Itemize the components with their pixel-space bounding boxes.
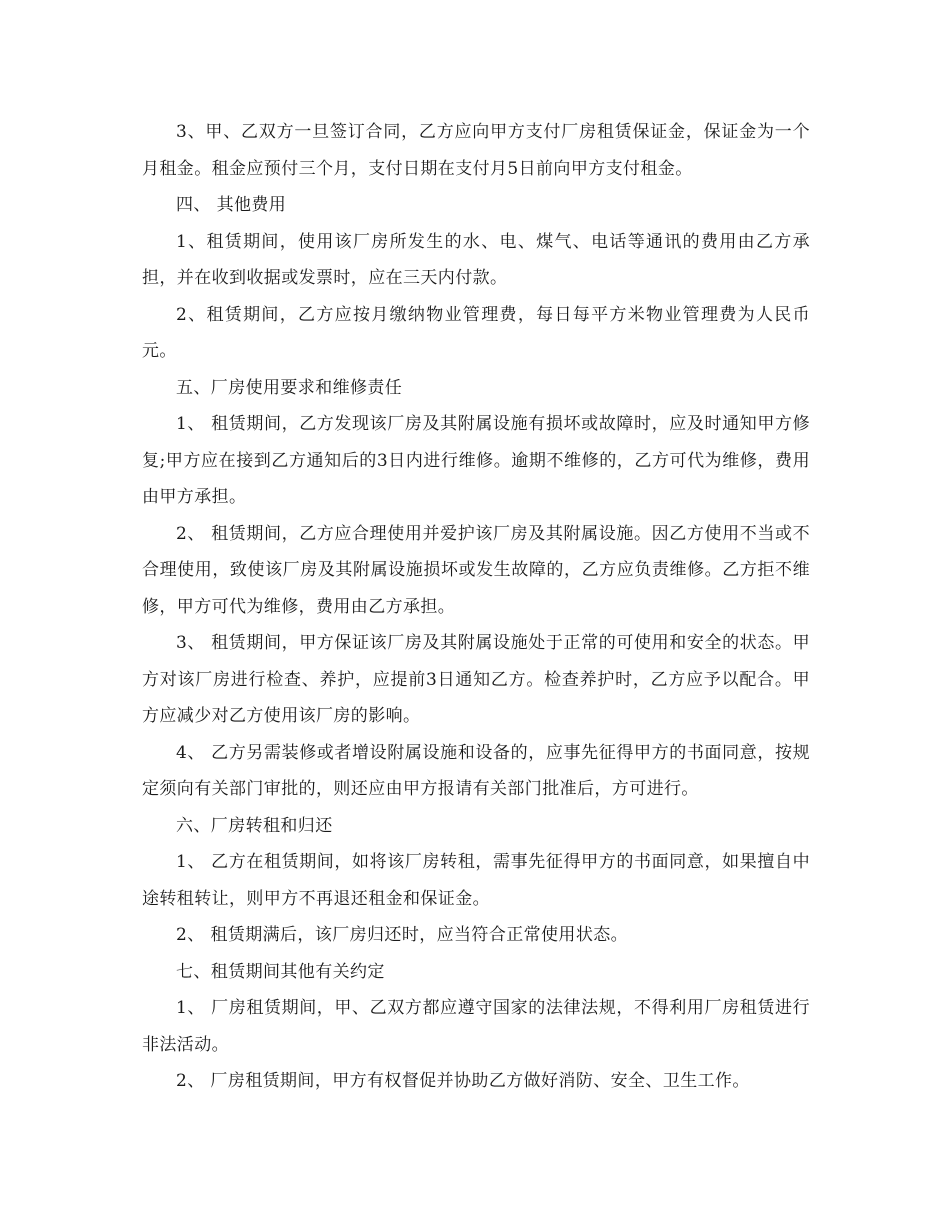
paragraph-agreement-1: 1、 厂房租赁期间，甲、乙双方都应遵守国家的法律法规，不得利用厂房租赁进行非法活动。 xyxy=(142,998,810,1055)
paragraph-maintenance-2: 2、 租赁期间，乙方应合理使用并爱护该厂房及其附属设施。因乙方使用不当或不合理使用，致使该厂房及其附属设施损坏或发生故障的，乙方应负责维修。乙方拒不维修，甲方可代为维修，费用由乙方承担。 xyxy=(142,523,810,617)
section-heading-other-agreements: 七、租赁期间其他有关约定 xyxy=(176,961,385,982)
paragraph-sublease-1: 1、 乙方在租赁期间，如将该厂房转租，需事先征得甲方的书面同意，如果擅自中途转租转让，则甲方不再退还租金和保证金。 xyxy=(142,852,810,909)
paragraph-utility-fees: 1、租赁期间，使用该厂房所发生的水、电、煤气、电话等通讯的费用由乙方承担，并在收到收据或发票时，应在三天内付款。 xyxy=(142,231,810,288)
section-heading-sublease-return: 六、厂房转租和归还 xyxy=(176,815,333,836)
paragraph-deposit: 3、甲、乙双方一旦签订合同，乙方应向甲方支付厂房租赁保证金，保证金为一个月租金。租金应预付三个月，支付日期在支付月5日前向甲方支付租金。 xyxy=(142,122,810,179)
section-heading-other-fees: 四、 其他费用 xyxy=(176,195,287,215)
paragraph-maintenance-3: 3、 租赁期间，甲方保证该厂房及其附属设施处于正常的可使用和安全的状态。甲方对该厂房进行检查、养护，应提前3日通知乙方。检查养护时，乙方应予以配合。甲方应减少对乙方使用该厂房的影响。 xyxy=(142,633,810,726)
paragraph-maintenance-1: 1、 租赁期间，乙方发现该厂房及其附属设施有损坏或故障时，应及时通知甲方修复;甲方应在接到乙方通知后的3日内进行维修。逾期不维修的，乙方可代为维修，费用由甲方承担。 xyxy=(142,414,810,507)
paragraph-maintenance-4: 4、 乙方另需装修或者增设附属设施和设备的，应事先征得甲方的书面同意，按规定须向有关部门审批的，则还应由甲方报请有关部门批准后，方可进行。 xyxy=(142,742,810,799)
paragraph-property-fees: 2、租赁期间，乙方应按月缴纳物业管理费，每日每平方米物业管理费为人民币 元。 xyxy=(142,304,810,361)
section-heading-usage-maintenance: 五、厂房使用要求和维修责任 xyxy=(176,377,403,398)
document-body xyxy=(142,114,810,1100)
paragraph-sublease-2: 2、 租赁期满后，该厂房归还时，应当符合正常使用状态。 xyxy=(176,925,629,945)
paragraph-agreement-2: 2、 厂房租赁期间，甲方有权督促并协助乙方做好消防、安全、卫生工作。 xyxy=(176,1071,750,1091)
